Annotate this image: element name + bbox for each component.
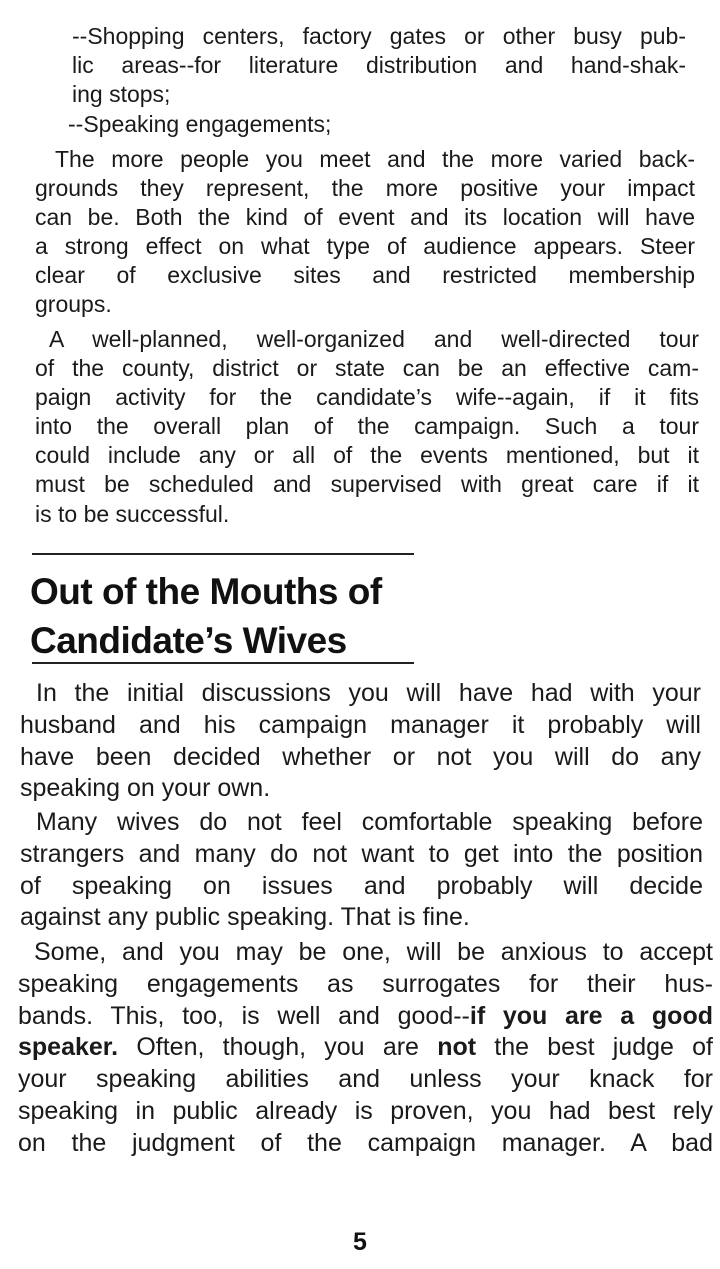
text-line: Many wives do not feel comfortable speaking before: [36, 808, 703, 836]
text-line: speaking engagements as surrogates for their hus-: [18, 969, 713, 998]
bullet-speaking-engagements: [68, 110, 668, 139]
bullet-shopping-centers: [72, 22, 686, 109]
text-run: bands. This, too, is well and good--: [18, 1001, 470, 1030]
heading-line: Candidate’s Wives: [30, 620, 347, 661]
heading-rule-bottom: [32, 662, 414, 664]
text-line: speaking in public already is proven, you had best rely: [18, 1096, 713, 1125]
text-line: can be. Both the kind of event and its location will have: [35, 204, 695, 231]
bold-emphasis: speaker.: [18, 1033, 119, 1062]
text-line: [18, 1032, 713, 1064]
text-line: --Shopping centers, factory gates or other busy pub-: [72, 23, 686, 49]
heading-line: Out of the Mouths of: [30, 571, 382, 612]
text-line: speaking on your own.: [20, 774, 271, 803]
paragraph-people-you-meet: [35, 145, 695, 320]
text-line: your speaking abilities and unless your knack for: [18, 1065, 713, 1094]
text-line: husband and his campaign manager it probably will: [20, 710, 701, 739]
text-run: the best judge of: [476, 1033, 714, 1062]
text-line: ing stops;: [72, 81, 171, 108]
text-line: a strong effect on what type of audience appears. Steer: [35, 233, 695, 260]
text-line: clear of exclusive sites and restricted membership: [35, 262, 695, 289]
section-heading: [30, 567, 382, 665]
text-line: grounds they represent, the more positive your impact: [35, 175, 695, 202]
text-line: against any public speaking. That is fine.: [20, 903, 470, 932]
bold-emphasis: if you are a good: [469, 1001, 713, 1030]
text-line: have been decided whether or not you will do any: [20, 742, 701, 771]
text-line: paign activity for the candidate’s wife--again, if it fits: [35, 384, 699, 411]
text-line: Some, and you may be one, will be anxious to accept: [34, 938, 713, 966]
text-line: --Speaking engagements;: [68, 111, 332, 137]
text-line: The more people you meet and the more varied back-: [55, 146, 695, 172]
text-line: on the judgment of the campaign manager. A bad: [18, 1128, 713, 1157]
text-line: is to be successful.: [35, 500, 230, 527]
text-line: of the county, district or state can be an effective cam-: [35, 355, 699, 382]
text-run: Often, though, you are: [118, 1033, 438, 1062]
bold-emphasis: not: [437, 1033, 477, 1062]
paragraph-initial-discussions: [20, 678, 701, 805]
text-line: [18, 1001, 713, 1033]
paragraph-some-wives: [18, 937, 713, 1160]
page-number: 5: [353, 1228, 367, 1256]
text-line: strangers and many do not want to get into the position: [20, 839, 703, 868]
text-line: A well-planned, well-organized and well-directed tour: [49, 326, 699, 352]
text-line: into the overall plan of the campaign. Such a tour: [35, 413, 699, 440]
heading-rule-top: [32, 553, 414, 555]
paragraph-many-wives: [20, 807, 703, 934]
text-line: In the initial discussions you will have had with your: [36, 679, 701, 707]
text-line: lic areas--for literature distribution and hand-shak-: [72, 52, 686, 79]
text-line: groups.: [35, 291, 112, 318]
text-line: must be scheduled and supervised with great care if it: [35, 471, 699, 498]
text-line: could include any or all of the events mentioned, but it: [35, 442, 699, 469]
paragraph-tour: [35, 325, 699, 529]
text-line: of speaking on issues and probably will decide: [20, 871, 703, 900]
